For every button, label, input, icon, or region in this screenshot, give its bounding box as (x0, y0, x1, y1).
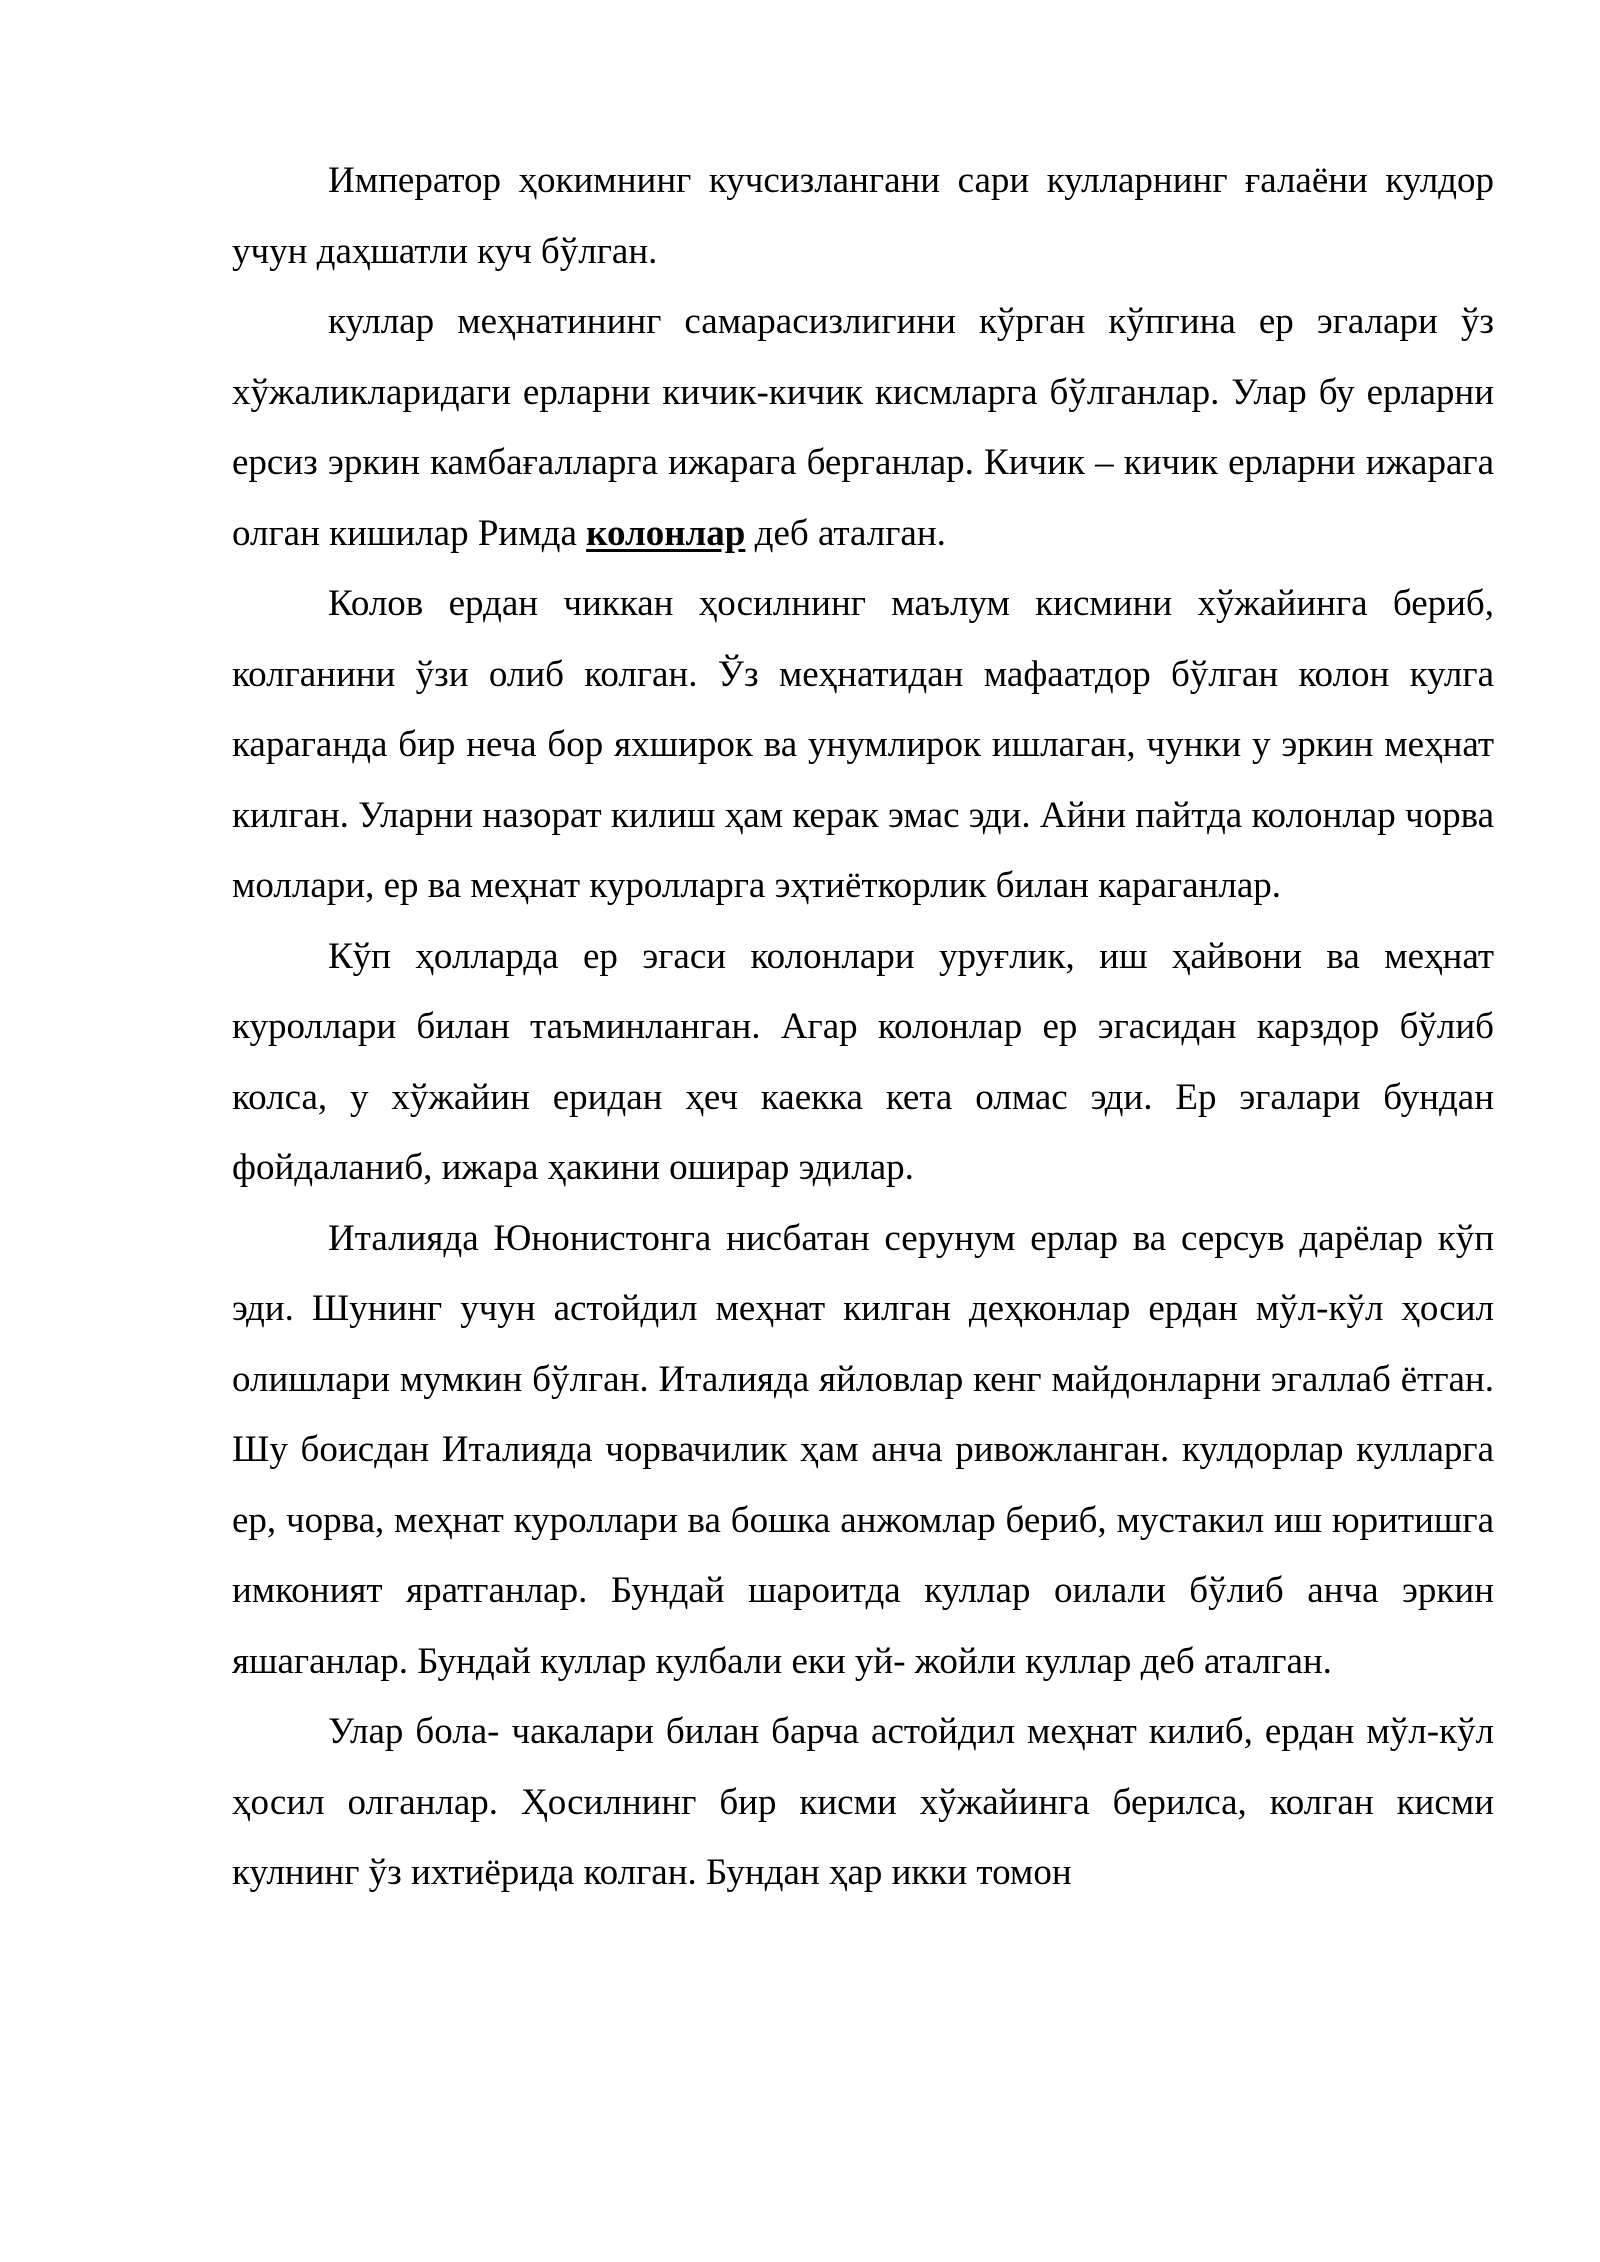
paragraph-6: Улар бола- чакалари билан барча астойдил меҳнат килиб, ердан мўл-кўл ҳосил олганлар. Ҳосилнинг бир кисми хўжайинга берилса, колган кисми кулнинг ўз ихтиёрида колган. Бундан ҳар икки томон (232, 1711, 1494, 1893)
paragraph-1: Император ҳокимнинг кучсизлангани сари кулларнинг ғалаёни кулдор учун даҳшатли куч бўлган. (232, 160, 1494, 272)
paragraph-5: Италияда Юнонистонга нисбатан серунум ерлар ва серсув дарёлар кўп эди. Шунинг учун астойдил меҳнат килган деҳконлар ердан мўл-кўл ҳосил олишлари мумкин бўлган. Италияда яйловлар кенг майдонларни эгаллаб ётган. Шу боисдан Италияда чорвачилик ҳам анча ривожланган. кулдорлар кулларга ер, чорва, меҳнат куроллари ва бошка анжомлар бериб, мустакил иш юритишга имконият яратганлар. Бундай шароитда куллар оилали бўлиб анча эркин яшаганлар. Бундай куллар кулбали еки уй- жойли куллар деб аталган. (232, 1217, 1494, 1682)
document-body (232, 146, 1494, 1909)
term-colonists: колонлар (586, 512, 746, 554)
paragraph-2 (232, 287, 1494, 569)
paragraph-2-text-before: куллар меҳнатининг самарасизлигини кўрган кўпгина ер эгалари ўз хўжаликларидаги ерларни кичик-кичик кисмларга бўлганлар. Улар бу ерларни ерсиз эркин камбағалларга ижарага берганлар. Кичик – кичик ерларни ижарага олган кишилар Римда (232, 301, 1494, 554)
paragraph-3: Колов ердан чиккан ҳосилнинг маълум кисмини хўжайинга бериб, колганини ўзи олиб колган. Ўз меҳнатидан мафаатдор бўлган колон кулга караганда бир неча бор яхширок ва унумлирок ишлаган, чунки у эркин меҳнат килган. Уларни назорат килиш ҳам керак эмас эди. Айни пайтда колонлар чорва моллари, ер ва меҳнат куролларга эҳтиёткорлик билан караганлар. (232, 583, 1494, 906)
paragraph-2-text-after: деб аталган. (745, 512, 946, 554)
paragraph-4: Кўп ҳолларда ер эгаси колонлари уруғлик, иш ҳайвони ва меҳнат куроллари билан таъминланган. Агар колонлар ер эгасидан карздор бўлиб колса, у хўжайин еридан ҳеч каекка кета олмас эди. Ер эгалари бундан фойдаланиб, ижара ҳакини оширар эдилар. (232, 935, 1494, 1188)
